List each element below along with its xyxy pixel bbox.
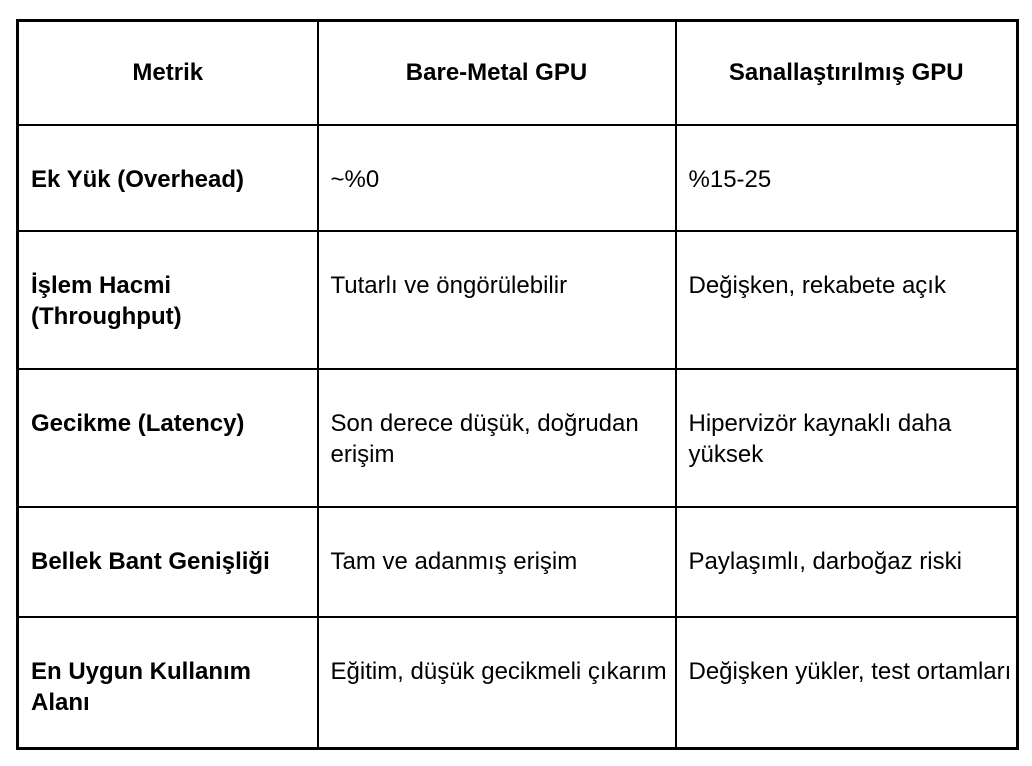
cell-bare-metal-value: Tam ve adanmış erişim <box>318 507 676 617</box>
cell-metric: En Uygun Kullanım Alanı <box>18 617 318 749</box>
cell-virtualized-value: Değişken, rekabete açık <box>676 231 1018 369</box>
cell-virtualized-value: Değişken yükler, test ortamları <box>676 617 1018 749</box>
cell-metric: Ek Yük (Overhead) <box>18 125 318 231</box>
table-row-overhead <box>18 125 1018 231</box>
cell-metric: Bellek Bant Genişliği <box>18 507 318 617</box>
cell-virtualized-value: Paylaşımlı, darboğaz riski <box>676 507 1018 617</box>
cell-virtualized-value: Hipervizör kaynaklı daha yüksek <box>676 369 1018 507</box>
cell-bare-metal-value: Son derece düşük, doğrudan erişim <box>318 369 676 507</box>
table-row-memory-bandwidth <box>18 507 1018 617</box>
cell-metric: Gecikme (Latency) <box>18 369 318 507</box>
cell-bare-metal-value: Tutarlı ve öngörülebilir <box>318 231 676 369</box>
column-header-metric: Metrik <box>18 21 318 125</box>
table-row-latency <box>18 369 1018 507</box>
cell-bare-metal-value: Eğitim, düşük gecikmeli çıkarım <box>318 617 676 749</box>
table-row-best-use-case <box>18 617 1018 749</box>
cell-virtualized-value: %15-25 <box>676 125 1018 231</box>
column-header-bare-metal-gpu: Bare-Metal GPU <box>318 21 676 125</box>
gpu-comparison-table <box>16 19 1019 750</box>
cell-metric: İşlem Hacmi (Throughput) <box>18 231 318 369</box>
cell-bare-metal-value: ~%0 <box>318 125 676 231</box>
column-header-virtualized-gpu: Sanallaştırılmış GPU <box>676 21 1018 125</box>
table-row-throughput <box>18 231 1018 369</box>
header-row <box>18 21 1018 125</box>
